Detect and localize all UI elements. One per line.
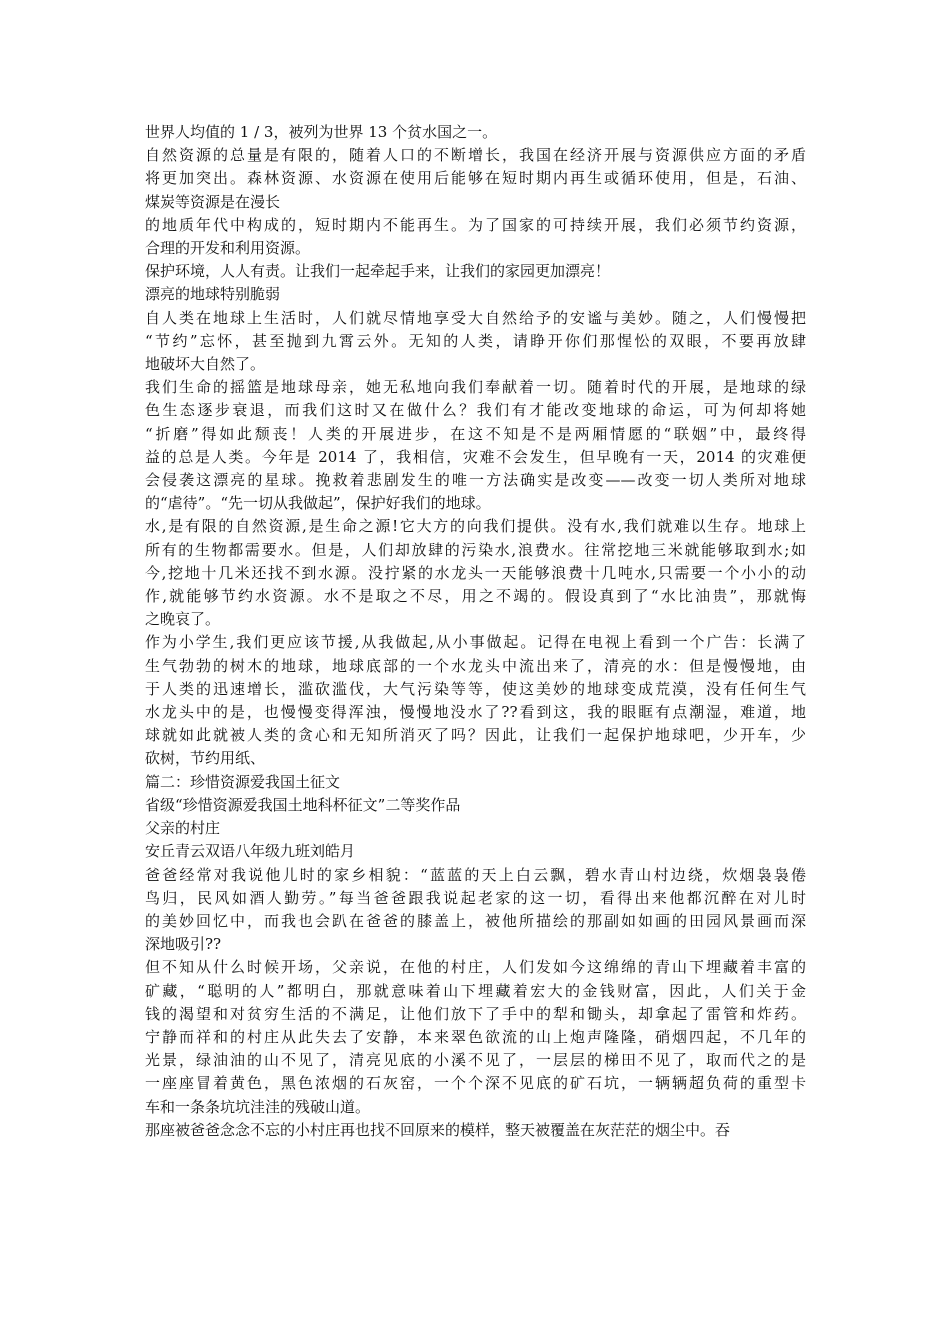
text-line: 煤炭等资源是在漫长	[145, 192, 281, 211]
text-line: 自人类在地球上生活时，人们就尽情地享受大自然给予的安谧与美妙。随之，人们慢慢把	[145, 308, 806, 327]
text-line: 钱的渴望和对贫穷生活的不满足，让他们放下了手中的犁和锄头，却拿起了雷管和炸药。	[145, 1004, 806, 1023]
text-line: 所有的生物都需要水。但是，人们却放肆的污染水,浪费水。往常挖地三米就能够取到水;如	[145, 540, 806, 559]
paragraph	[145, 144, 806, 214]
document-body	[145, 121, 806, 1142]
text-line: 地破坏大自然了。	[145, 355, 266, 374]
text-line: 爸爸经常对我说他儿时的家乡相貌：“蓝蓝的天上白云飘，碧水青山村边绕，炊烟袅袅倦	[145, 865, 806, 884]
text-line: 一座座冒着黄色，黑色浓烟的石灰窑，一个个深不见底的矿石坑，一辆辆超负荷的重型卡	[145, 1074, 806, 1093]
text-line: 球就如此就被人类的贪心和无知所消灭了吗？因此，让我们一起保护地球吧，少开车，少	[145, 726, 806, 745]
text-line: 那座被爸爸念念不忘的小村庄再也找不回原来的模样，整天被覆盖在灰茫茫的烟尘中。吞	[145, 1120, 731, 1139]
text-line: 砍树，节约用纸、	[145, 749, 266, 768]
text-line: 车和一条条坑坑洼洼的残破山道。	[145, 1097, 371, 1116]
text-line: 我们生命的摇篮是地球母亲，她无私地向我们奉献着一切。随着时代的开展，是地球的绿	[145, 378, 806, 397]
paragraph	[145, 214, 806, 260]
text-line: 深地吸引??	[145, 935, 222, 954]
paragraph	[145, 631, 806, 770]
text-line: 作,就能够节约水资源。水不是取之不尽，用之不竭的。假设真到了“水比油贵”，那就悔	[145, 587, 806, 606]
text-line: “折磨”得如此颓丧！人类的开展进步，在这不知是不是两厢情愿的“联姻”中，最终得	[145, 424, 806, 443]
text-line: 的美妙回忆中，而我也会趴在爸爸的膝盖上，被他所描绘的那副如如画的田园风景画而深	[145, 911, 806, 930]
text-line: 的“虐待”。“先一切从我做起”，保护好我们的地球。	[145, 494, 491, 513]
text-line: 水,是有限的自然资源,是生命之源!它大方的向我们提供。没有水,我们就难以生存。地球上	[145, 517, 806, 536]
text-line: 于人类的迅速增长，滥砍滥伐，大气污染等等，使这美妙的地球变成荒漠，没有任何生气	[145, 679, 806, 698]
text-line: 自然资源的总量是有限的，随着人口的不断增长，我国在经济开展与资源供应方面的矛盾	[145, 146, 806, 165]
text-line: 合理的开发和利用资源。	[145, 239, 311, 258]
paragraph	[145, 515, 806, 631]
text-line: 鸟归，民风如酒人勤劳。”每当爸爸跟我说起老家的这一切，看得出来他都沉醉在对儿时	[145, 888, 806, 907]
text-line: “节约”忘怀，甚至抛到九霄云外。无知的人类，请睁开你们那惺忪的双眼，不要再放肆	[145, 331, 806, 350]
text-line: 水龙头中的是，也慢慢变得浑浊，慢慢地没水了??看到这，我的眼眶有点潮湿，难道，地	[145, 703, 806, 722]
text-line: 的地质年代中构成的，短时期内不能再生。为了国家的可持续开展，我们必须节约资源，	[145, 215, 806, 234]
text-line: 世界人均值的 1 / 3，被列为世界 13 个贫水国之一。	[145, 123, 498, 141]
paragraph	[145, 307, 806, 377]
text-line: 漂亮的地球特别脆弱	[145, 285, 281, 304]
paragraph	[145, 283, 806, 306]
paragraph	[145, 794, 806, 817]
text-line: 矿藏，“聪明的人”都明白，那就意味着山下埋藏着宏大的金钱财富，因此，人们关于金	[145, 981, 806, 1000]
text-line: 生气勃勃的树木的地球，地球底部的一个水龙头中流出来了，清亮的水：但是慢慢地，由	[145, 656, 806, 675]
paragraph	[145, 121, 806, 144]
text-line: 但不知从什么时候开场，父亲说，在他的村庄，人们发如今这绵绵的青山下埋藏着丰富的	[145, 958, 806, 977]
paragraph	[145, 771, 806, 794]
text-line: 保护环境，人人有责。让我们一起牵起手来，让我们的家园更加漂亮！	[145, 262, 611, 281]
text-line: 之晚哀了。	[145, 610, 221, 629]
paragraph	[145, 1119, 806, 1142]
paragraph	[145, 840, 806, 863]
text-line: 将更加突出。森林资源、水资源在使用后能够在短时期内再生或循环使用，但是，石油、	[145, 169, 806, 188]
paragraph	[145, 376, 806, 515]
text-line: 会侵袭这漂亮的星球。挽救着悲剧发生的唯一方法确实是改变——改变一切人类所对地球	[145, 471, 806, 490]
paragraph	[145, 864, 806, 957]
text-line: 父亲的村庄	[145, 819, 221, 838]
paragraph	[145, 260, 806, 283]
text-line: 光景，绿油油的山不见了，清亮见底的小溪不见了，一层层的梯田不见了，取而代之的是	[145, 1051, 806, 1070]
text-line: 作为小学生,我们更应该节援,从我做起,从小事做起。记得在电视上看到一个广告：长满了	[145, 633, 806, 652]
text-line: 篇二：珍惜资源爱我国土征文	[145, 772, 341, 791]
text-line: 宁静而祥和的村庄从此失去了安静，本来翠色欲流的山上炮声隆隆，硝烟四起，不几年的	[145, 1027, 806, 1046]
text-line: 益的总是人类。今年是 2014 了，我相信，灾难不会发生，但早晚有一天，2014 的灾难便	[145, 447, 806, 466]
text-line: 安丘青云双语八年级九班刘皓月	[145, 842, 356, 861]
paragraph	[145, 956, 806, 1118]
paragraph	[145, 817, 806, 840]
text-line: 今,挖地十几米还找不到水源。没拧紧的水龙头一天能够浪费十几吨水,只需要一个小小的动	[145, 563, 806, 582]
text-line: 色生态逐步衰退，而我们这时又在做什么？我们有才能改变地球的命运，可为何却将她	[145, 401, 806, 420]
text-line: 省级“珍惜资源爱我国土地科杯征文”二等奖作品	[145, 795, 461, 814]
